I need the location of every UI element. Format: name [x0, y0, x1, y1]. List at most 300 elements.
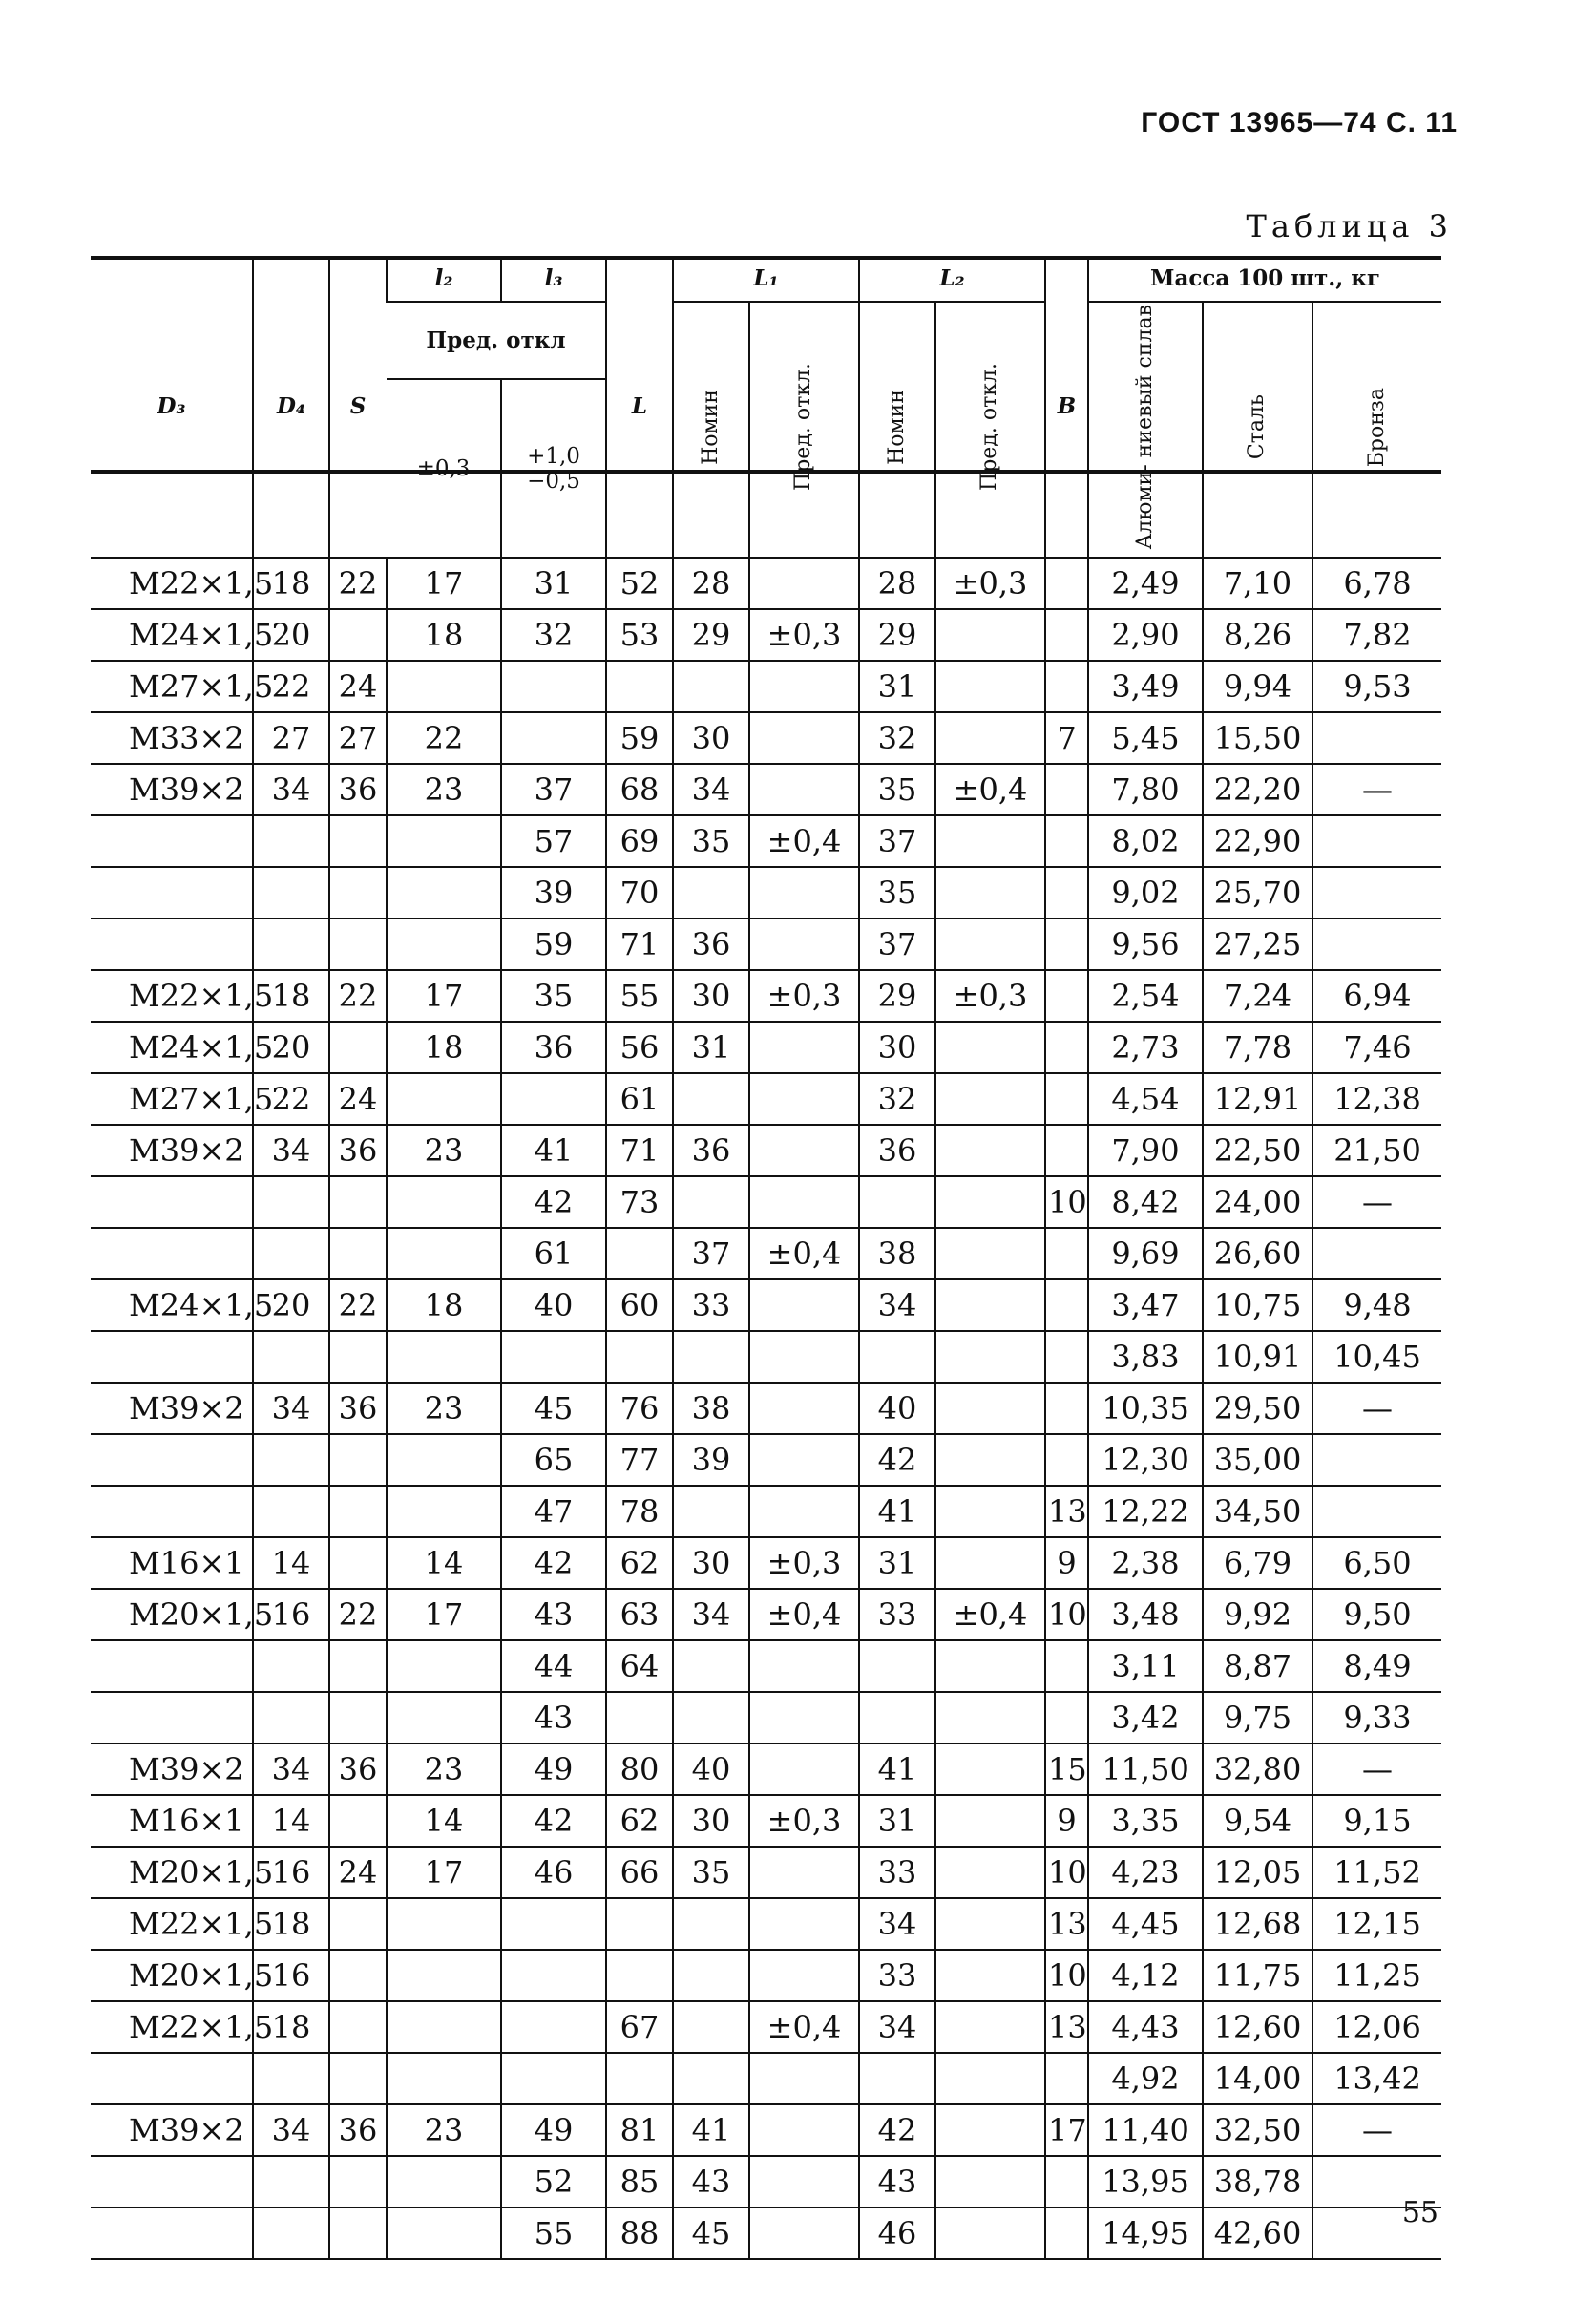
table-row	[91, 2001, 1441, 2053]
table-cell	[935, 712, 1045, 764]
table-cell: M16×1	[91, 1537, 253, 1589]
table-cell: 14	[387, 1537, 501, 1589]
table-cell: 2,54	[1088, 970, 1203, 1022]
table-cell: M22×1,5	[91, 2001, 253, 2053]
table-cell: 67	[606, 2001, 673, 2053]
table-cell	[1045, 1434, 1088, 1486]
table-cell: 34	[253, 1383, 329, 1434]
table-cell: 9,54	[1203, 1795, 1312, 1847]
table-wrapper	[91, 256, 1441, 2260]
table-cell: 24	[329, 661, 387, 712]
table-cell	[935, 2053, 1045, 2104]
table-cell: 31	[859, 1537, 935, 1589]
table-cell	[606, 1331, 673, 1383]
table-cell: 4,92	[1088, 2053, 1203, 2104]
table-row	[91, 1537, 1441, 1589]
table-cell: 13,42	[1312, 2053, 1441, 2104]
table-cell	[253, 1640, 329, 1692]
table-cell: 30	[673, 1537, 749, 1589]
table-cell: 7,24	[1203, 970, 1312, 1022]
table-cell	[329, 1228, 387, 1279]
table-row	[91, 1228, 1441, 1279]
table-cell: 32,80	[1203, 1743, 1312, 1795]
table-cell	[673, 661, 749, 712]
table-cell: ±0,3	[749, 609, 859, 661]
table-row	[91, 1434, 1441, 1486]
table-cell	[859, 2053, 935, 2104]
table-cell	[935, 2001, 1045, 2053]
table-cell: 46	[859, 2208, 935, 2259]
table-cell: 36	[329, 2104, 387, 2156]
table-cell	[935, 2104, 1045, 2156]
table-cell: 55	[606, 970, 673, 1022]
table-cell: 12,05	[1203, 1847, 1312, 1898]
table-cell	[935, 609, 1045, 661]
table-cell: 78	[606, 1486, 673, 1537]
table-cell: M20×1,5	[91, 1847, 253, 1898]
table-cell: 80	[606, 1743, 673, 1795]
table-cell	[935, 1383, 1045, 1434]
table-cell: 15,50	[1203, 712, 1312, 764]
table-cell: 42	[501, 1537, 606, 1589]
table-cell: 2,73	[1088, 1022, 1203, 1073]
table-cell: 28	[673, 558, 749, 609]
col-steel	[1203, 302, 1312, 558]
table-cell: 22,20	[1203, 764, 1312, 815]
table-cell	[673, 2053, 749, 2104]
table-cell: 42	[859, 1434, 935, 1486]
table-cell: 13	[1045, 1898, 1088, 1950]
table-cell	[1312, 1486, 1441, 1537]
table-cell: 76	[606, 1383, 673, 1434]
table-cell: M33×2	[91, 712, 253, 764]
table-cell	[749, 2053, 859, 2104]
table-cell	[673, 867, 749, 919]
table-cell: 10,45	[1312, 1331, 1441, 1383]
table-cell: 11,75	[1203, 1950, 1312, 2001]
table-cell: 18	[253, 558, 329, 609]
table-cell	[253, 1228, 329, 1279]
table-cell: 66	[606, 1847, 673, 1898]
table-cell: 22	[253, 1073, 329, 1125]
table-cell	[606, 1898, 673, 1950]
table-cell: 12,38	[1312, 1073, 1441, 1125]
table-cell: M20×1,5	[91, 1950, 253, 2001]
table-row	[91, 1847, 1441, 1898]
table-cell	[1045, 661, 1088, 712]
table-row	[91, 1022, 1441, 1073]
table-cell	[749, 867, 859, 919]
table-cell	[329, 1640, 387, 1692]
table-row	[91, 1898, 1441, 1950]
table-cell: 57	[501, 815, 606, 867]
table-cell: M24×1,5	[91, 609, 253, 661]
table-cell	[935, 2156, 1045, 2208]
table-cell	[253, 1331, 329, 1383]
table-cell: M22×1,5	[91, 1898, 253, 1950]
table-cell	[673, 1950, 749, 2001]
table-cell	[329, 2208, 387, 2259]
table-cell: 9,75	[1203, 1692, 1312, 1743]
col-mass: Масса 100 шт., кг	[1088, 256, 1441, 302]
table-cell: 34	[253, 1743, 329, 1795]
table-cell: M39×2	[91, 1125, 253, 1176]
table-cell: 70	[606, 867, 673, 919]
l1-nomin-label: Номин	[698, 389, 723, 465]
table-cell: 10	[1045, 1950, 1088, 2001]
table-cell	[329, 1434, 387, 1486]
table-cell: 88	[606, 2208, 673, 2259]
table-cell	[387, 1073, 501, 1125]
table-cell: 71	[606, 919, 673, 970]
table-row	[91, 1640, 1441, 1692]
table-cell	[859, 1176, 935, 1228]
table-cell: 12,68	[1203, 1898, 1312, 1950]
table-cell: 68	[606, 764, 673, 815]
table-cell	[387, 2156, 501, 2208]
table-row	[91, 609, 1441, 661]
table-cell: 34	[859, 1279, 935, 1331]
table-body	[91, 558, 1441, 2259]
table-cell	[935, 1073, 1045, 1125]
table-cell: 16	[253, 1950, 329, 2001]
col-B: B	[1045, 256, 1088, 558]
table-cell: 17	[387, 558, 501, 609]
table-cell: 39	[501, 867, 606, 919]
table-cell: 81	[606, 2104, 673, 2156]
table-row	[91, 1795, 1441, 1847]
dimensions-table	[91, 256, 1441, 2260]
table-cell	[1045, 867, 1088, 919]
table-cell	[387, 1950, 501, 2001]
table-cell: 13	[1045, 2001, 1088, 2053]
table-cell: ±0,3	[749, 1537, 859, 1589]
table-cell: —	[1312, 1383, 1441, 1434]
table-cell: 18	[387, 1022, 501, 1073]
steel-label: Сталь	[1245, 394, 1270, 460]
table-cell: 31	[501, 558, 606, 609]
table-cell: 31	[859, 1795, 935, 1847]
table-cell	[1312, 919, 1441, 970]
table-cell	[935, 1898, 1045, 1950]
table-cell: 12,22	[1088, 1486, 1203, 1537]
table-cell	[387, 1692, 501, 1743]
table-cell: 85	[606, 2156, 673, 2208]
table-cell: 3,48	[1088, 1589, 1203, 1640]
table-cell: 61	[501, 1228, 606, 1279]
l2-pred-label: Пред. откл.	[977, 363, 1002, 492]
table-cell	[673, 1692, 749, 1743]
table-cell: 14	[253, 1537, 329, 1589]
table-cell: 32	[859, 1073, 935, 1125]
table-cell	[91, 1692, 253, 1743]
table-cell	[329, 1176, 387, 1228]
table-cell: 7,80	[1088, 764, 1203, 815]
table-cell: 9,69	[1088, 1228, 1203, 1279]
table-row	[91, 1692, 1441, 1743]
table-cell: ±0,3	[935, 970, 1045, 1022]
table-cell: —	[1312, 1743, 1441, 1795]
table-cell	[387, 1228, 501, 1279]
table-cell: ±0,3	[935, 558, 1045, 609]
table-cell: 33	[859, 1589, 935, 1640]
table-cell: 41	[501, 1125, 606, 1176]
table-cell: 10,75	[1203, 1279, 1312, 1331]
col-s: S	[329, 256, 387, 558]
table-cell: 3,49	[1088, 661, 1203, 712]
table-cell	[253, 815, 329, 867]
table-cell: 21,50	[1312, 1125, 1441, 1176]
table-cell: 20	[253, 1022, 329, 1073]
table-cell	[387, 1331, 501, 1383]
table-cell	[329, 1898, 387, 1950]
table-cell: 23	[387, 2104, 501, 2156]
table-cell	[1045, 1228, 1088, 1279]
table-cell: M20×1,5	[91, 1589, 253, 1640]
table-cell: 34	[859, 1898, 935, 1950]
table-row	[91, 2053, 1441, 2104]
table-cell	[935, 1847, 1045, 1898]
table-cell	[1045, 764, 1088, 815]
table-cell: 9,33	[1312, 1692, 1441, 1743]
table-cell: 7,10	[1203, 558, 1312, 609]
table-cell	[329, 1486, 387, 1537]
table-row	[91, 2208, 1441, 2259]
table-cell: 18	[253, 970, 329, 1022]
table-cell: 6,78	[1312, 558, 1441, 609]
table-row	[91, 764, 1441, 815]
table-cell: 12,91	[1203, 1073, 1312, 1125]
table-cell	[387, 867, 501, 919]
table-cell	[749, 1279, 859, 1331]
table-cell: 39	[673, 1434, 749, 1486]
table-cell	[253, 2208, 329, 2259]
table-cell: 38,78	[1203, 2156, 1312, 2208]
table-cell: 6,94	[1312, 970, 1441, 1022]
table-cell: 9,50	[1312, 1589, 1441, 1640]
table-cell: 14	[253, 1795, 329, 1847]
table-cell: 49	[501, 2104, 606, 2156]
table-cell: ±0,4	[749, 1589, 859, 1640]
table-cell	[329, 1022, 387, 1073]
table-cell	[1312, 712, 1441, 764]
table-cell	[749, 764, 859, 815]
table-cell: 42	[859, 2104, 935, 2156]
table-cell: 43	[501, 1692, 606, 1743]
table-cell	[329, 2053, 387, 2104]
col-d3: D₃	[91, 256, 253, 558]
table-cell: 9,53	[1312, 661, 1441, 712]
table-cell	[606, 1950, 673, 2001]
table-cell	[253, 919, 329, 970]
table-cell: M22×1,5	[91, 558, 253, 609]
table-cell: 30	[673, 1795, 749, 1847]
table-cell	[387, 1640, 501, 1692]
table-cell	[749, 1692, 859, 1743]
table-cell	[935, 1022, 1045, 1073]
table-cell: 36	[329, 1383, 387, 1434]
table-cell	[749, 712, 859, 764]
table-cell: 34	[253, 764, 329, 815]
table-cell: ±0,4	[749, 815, 859, 867]
table-cell: 18	[387, 609, 501, 661]
table-cell	[501, 1331, 606, 1383]
table-cell: M22×1,5	[91, 970, 253, 1022]
table-cell: 9,02	[1088, 867, 1203, 919]
table-cell: 43	[859, 2156, 935, 2208]
table-cell: 35	[859, 867, 935, 919]
table-cell	[387, 1486, 501, 1537]
table-cell: ±0,3	[749, 1795, 859, 1847]
table-cell: 6,79	[1203, 1537, 1312, 1589]
table-cell	[749, 2104, 859, 2156]
table-cell	[935, 2208, 1045, 2259]
table-cell: M16×1	[91, 1795, 253, 1847]
table-cell	[606, 1692, 673, 1743]
table-cell: ±0,4	[935, 764, 1045, 815]
table-cell: 9,94	[1203, 661, 1312, 712]
table-cell	[387, 1898, 501, 1950]
table-cell: 10,91	[1203, 1331, 1312, 1383]
table-cell: 33	[859, 1950, 935, 2001]
table-cell: ±0,4	[935, 1589, 1045, 1640]
table-cell: —	[1312, 2104, 1441, 2156]
table-row	[91, 867, 1441, 919]
table-cell: 53	[606, 609, 673, 661]
table-cell: 36	[859, 1125, 935, 1176]
table-cell	[1312, 815, 1441, 867]
table-cell	[1045, 815, 1088, 867]
table-cell: 42	[501, 1176, 606, 1228]
table-cell: ±0,4	[749, 2001, 859, 2053]
table-cell	[673, 1486, 749, 1537]
table-cell: 22	[329, 1589, 387, 1640]
table-cell: 38	[859, 1228, 935, 1279]
table-cell: 6,50	[1312, 1537, 1441, 1589]
table-cell: 2,90	[1088, 609, 1203, 661]
table-cell: 7,78	[1203, 1022, 1312, 1073]
table-cell: 14,95	[1088, 2208, 1203, 2259]
table-row	[91, 558, 1441, 609]
table-cell: 37	[673, 1228, 749, 1279]
table-cell: 3,83	[1088, 1331, 1203, 1383]
table-cell: 73	[606, 1176, 673, 1228]
table-cell: 22,90	[1203, 815, 1312, 867]
table-cell: 14	[387, 1795, 501, 1847]
table-cell	[749, 2156, 859, 2208]
table-row	[91, 1743, 1441, 1795]
table-cell: 35	[501, 970, 606, 1022]
table-cell: 33	[673, 1279, 749, 1331]
table-cell: 46	[501, 1847, 606, 1898]
table-cell: 9	[1045, 1537, 1088, 1589]
page-number: 55	[1401, 2196, 1438, 2229]
table-cell: 71	[606, 1125, 673, 1176]
table-cell: 62	[606, 1537, 673, 1589]
table-cell	[1045, 2053, 1088, 2104]
table-cell: 10	[1045, 1176, 1088, 1228]
table-cell: 34	[253, 1125, 329, 1176]
alum-label: Алюми- ниевый сплав	[1132, 305, 1157, 550]
table-cell	[749, 1073, 859, 1125]
table-cell	[387, 2001, 501, 2053]
table-cell: M39×2	[91, 2104, 253, 2156]
table-cell	[1045, 1125, 1088, 1176]
table-cell: 42	[501, 1795, 606, 1847]
table-cell: 33	[859, 1847, 935, 1898]
table-cell	[91, 919, 253, 970]
table-cell: 28	[859, 558, 935, 609]
table-cell	[935, 1692, 1045, 1743]
table-row	[91, 1331, 1441, 1383]
table-row	[91, 2104, 1441, 2156]
table-cell: 62	[606, 1795, 673, 1847]
table-cell: M39×2	[91, 1383, 253, 1434]
table-cell: 12,30	[1088, 1434, 1203, 1486]
table-cell: 30	[673, 970, 749, 1022]
table-cell	[935, 1950, 1045, 2001]
table-cell: 43	[501, 1589, 606, 1640]
table-cell: 49	[501, 1743, 606, 1795]
table-row	[91, 2156, 1441, 2208]
table-cell	[387, 661, 501, 712]
table-cell	[859, 1692, 935, 1743]
table-cell: ±0,3	[749, 970, 859, 1022]
table-cell	[91, 1434, 253, 1486]
table-cell: 11,25	[1312, 1950, 1441, 2001]
table-cell: 4,54	[1088, 1073, 1203, 1125]
table-cell	[859, 1331, 935, 1383]
col-l2-nomin	[859, 302, 935, 558]
table-cell: 16	[253, 1847, 329, 1898]
table-cell	[1312, 867, 1441, 919]
table-caption: Таблица 3	[1246, 208, 1453, 244]
table-cell: 3,35	[1088, 1795, 1203, 1847]
table-cell: 10	[1045, 1589, 1088, 1640]
table-cell: 24	[329, 1073, 387, 1125]
table-cell	[749, 1176, 859, 1228]
table-cell: 63	[606, 1589, 673, 1640]
table-cell: 34	[673, 764, 749, 815]
table-cell	[253, 867, 329, 919]
table-cell: 44	[501, 1640, 606, 1692]
table-row	[91, 1589, 1441, 1640]
table-cell: 37	[859, 919, 935, 970]
table-cell: M27×1,5	[91, 1073, 253, 1125]
table-cell	[1045, 1279, 1088, 1331]
table-cell	[1045, 1022, 1088, 1073]
table-cell	[329, 1331, 387, 1383]
table-cell: 4,12	[1088, 1950, 1203, 2001]
table-cell	[606, 661, 673, 712]
table-cell: 77	[606, 1434, 673, 1486]
table-cell: 45	[673, 2208, 749, 2259]
table-cell	[501, 661, 606, 712]
table-cell	[606, 1228, 673, 1279]
table-cell	[1045, 1640, 1088, 1692]
table-cell: 8,87	[1203, 1640, 1312, 1692]
table-cell: 2,38	[1088, 1537, 1203, 1589]
table-cell: 69	[606, 815, 673, 867]
table-cell	[749, 1640, 859, 1692]
table-cell: 29	[673, 609, 749, 661]
table-cell: 52	[501, 2156, 606, 2208]
table-cell	[91, 2053, 253, 2104]
table-cell: 32	[501, 609, 606, 661]
table-cell	[1312, 1228, 1441, 1279]
table-cell: 14,00	[1203, 2053, 1312, 2104]
table-cell	[749, 1125, 859, 1176]
